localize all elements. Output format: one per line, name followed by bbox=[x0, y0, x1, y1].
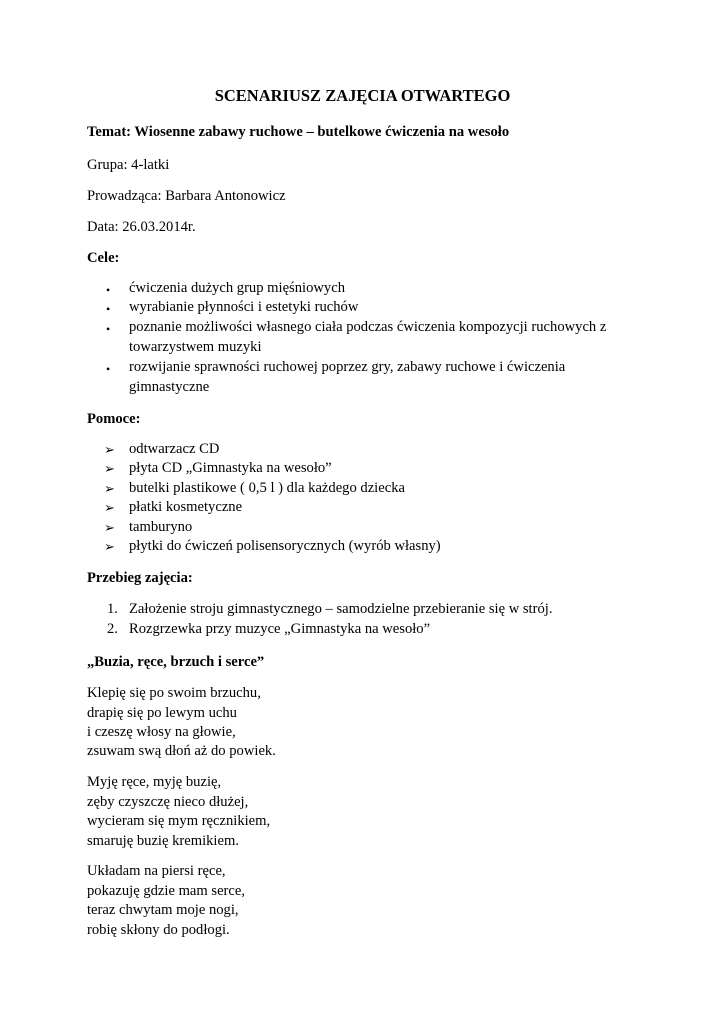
poem-line: zsuwam swą dłoń aż do powiek. bbox=[87, 743, 276, 759]
list-item-continuation: gimnastyczne bbox=[129, 379, 210, 395]
list-item: płyta CD „Gimnastyka na wesoło” bbox=[129, 460, 332, 476]
list-item: płytki do ćwiczeń polisensorycznych (wyrób własny) bbox=[129, 538, 441, 554]
list-item: rozwijanie sprawności ruchowej poprzez gry, zabawy ruchowe i ćwiczenia bbox=[129, 359, 566, 375]
list-item: płatki kosmetyczne bbox=[129, 499, 243, 515]
course-heading: Przebieg zajęcia: bbox=[87, 570, 193, 586]
poem-line: Myję ręce, myję buzię, bbox=[87, 774, 222, 790]
bullet-icon: • bbox=[106, 302, 111, 316]
poem-line: Klepię się po swoim brzuchu, bbox=[87, 685, 261, 701]
poem-line: wycieram się mym ręcznikiem, bbox=[87, 813, 271, 829]
list-item: poznanie możliwości własnego ciała podczas ćwiczenia kompozycji ruchowych z bbox=[129, 319, 607, 335]
list-item: odtwarzacz CD bbox=[129, 441, 220, 457]
poem-line: teraz chwytam moje nogi, bbox=[87, 902, 239, 918]
list-item: tamburyno bbox=[129, 519, 193, 535]
aids-heading: Pomoce: bbox=[87, 411, 141, 427]
goals-heading: Cele: bbox=[87, 250, 120, 266]
arrow-bullet-icon: ➢ bbox=[104, 500, 115, 515]
arrow-bullet-icon: ➢ bbox=[104, 539, 115, 554]
arrow-bullet-icon: ➢ bbox=[104, 461, 115, 476]
date: Data: 26.03.2014r. bbox=[87, 219, 196, 235]
topic: Temat: Wiosenne zabawy ruchowe – butelkowe ćwiczenia na wesoło bbox=[87, 124, 510, 140]
arrow-bullet-icon: ➢ bbox=[104, 520, 115, 535]
poem-line: zęby czyszczę nieco dłużej, bbox=[87, 794, 249, 810]
arrow-bullet-icon: ➢ bbox=[104, 442, 115, 457]
list-number: 2. bbox=[107, 621, 118, 637]
arrow-bullet-icon: ➢ bbox=[104, 481, 115, 496]
list-item: Rozgrzewka przy muzyce „Gimnastyka na wesoło” bbox=[129, 621, 431, 637]
poem-line: i czeszę włosy na głowie, bbox=[87, 724, 236, 740]
poem-line: pokazuję gdzie mam serce, bbox=[87, 883, 246, 899]
list-item: ćwiczenia dużych grup mięśniowych bbox=[129, 280, 345, 296]
list-item: butelki plastikowe ( 0,5 l ) dla każdego dziecka bbox=[129, 480, 405, 496]
list-number: 1. bbox=[107, 601, 118, 617]
poem-line: robię skłony do podłogi. bbox=[87, 922, 230, 938]
bullet-icon: • bbox=[106, 322, 111, 336]
list-item: wyrabianie płynności i estetyki ruchów bbox=[129, 299, 359, 315]
document-title: SCENARIUSZ ZAJĘCIA OTWARTEGO bbox=[214, 86, 511, 105]
group: Grupa: 4-latki bbox=[87, 157, 170, 173]
poem-line: drapię się po lewym uchu bbox=[87, 705, 237, 721]
poem-title: „Buzia, ręce, brzuch i serce” bbox=[87, 654, 265, 670]
list-item-continuation: towarzystwem muzyki bbox=[129, 339, 262, 355]
list-item: Założenie stroju gimnastycznego – samodzielne przebieranie się w strój. bbox=[129, 601, 553, 617]
bullet-icon: • bbox=[106, 362, 111, 376]
poem-line: smaruję buzię kremikiem. bbox=[87, 833, 239, 849]
leader: Prowadząca: Barbara Antonowicz bbox=[87, 188, 286, 204]
poem-line: Układam na piersi ręce, bbox=[87, 863, 226, 879]
bullet-icon: • bbox=[106, 283, 111, 297]
